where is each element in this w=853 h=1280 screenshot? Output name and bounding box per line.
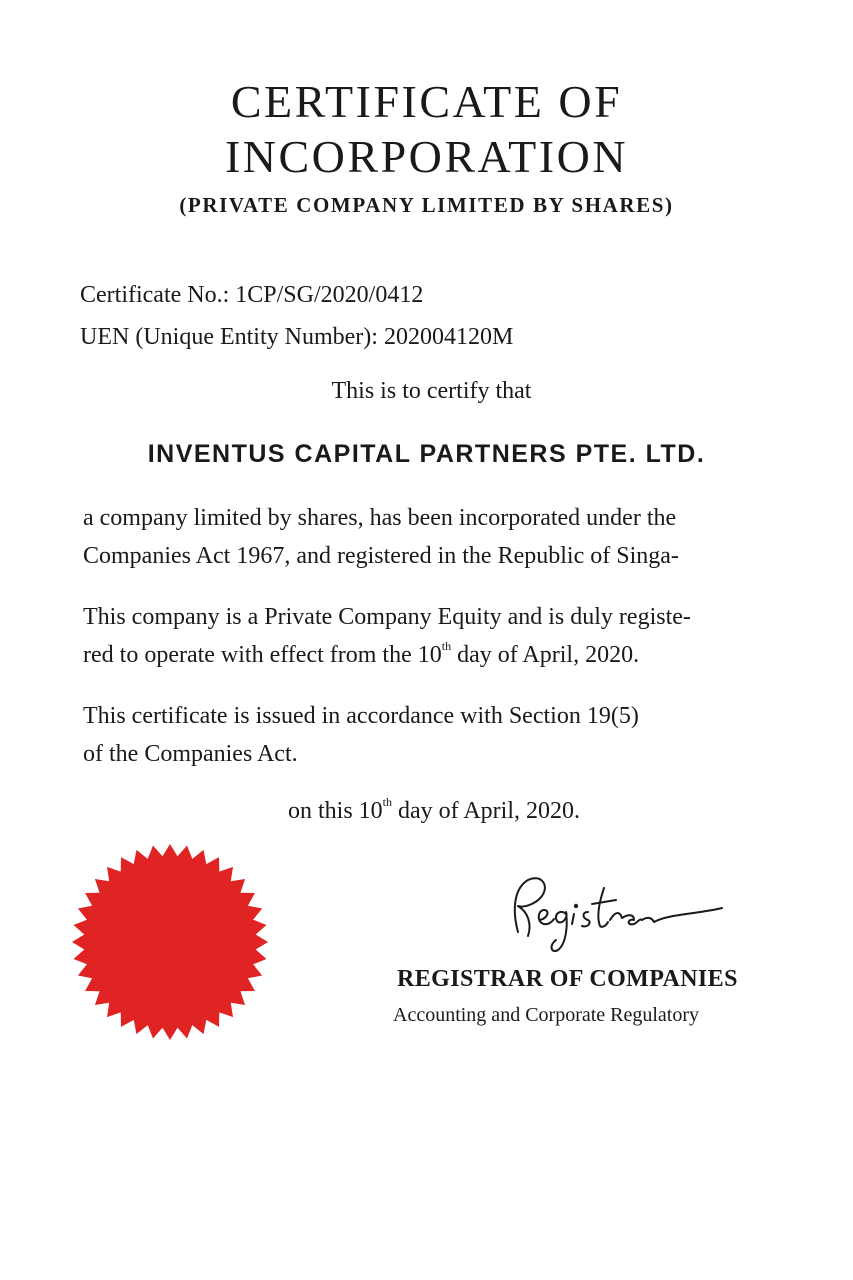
- issue-date-start: on this 10: [287, 798, 383, 824]
- ordinal-suffix: th: [382, 795, 393, 809]
- registrar-signature: [488, 870, 728, 960]
- company-name: INVENTUS CAPITAL PARTNERS PTE. LTD.: [147, 440, 706, 468]
- paragraph2-line2-start: red to operate with effect from the 10: [83, 642, 442, 668]
- paragraph3-line2: of the Companies Act.: [83, 741, 298, 767]
- registrar-title: REGISTRAR OF COMPANIES: [397, 966, 738, 992]
- certificate-title-line1: CERTIFICATE OF: [230, 76, 623, 127]
- ordinal-suffix: th: [441, 639, 452, 653]
- uen-number: UEN (Unique Entity Number): 202004120M: [80, 324, 514, 350]
- certificate-title-line2: INCORPORATION: [224, 131, 629, 182]
- certify-statement: This is to certify that: [331, 378, 532, 404]
- paragraph3-line1: This certificate is issued in accordance with Section 19(5): [83, 703, 639, 729]
- registrar-department: Accounting and Corporate Regulatory: [393, 1004, 700, 1026]
- certificate-number: Certificate No.: 1CP/SG/2020/0412: [80, 282, 424, 308]
- issue-date-line: [0, 795, 853, 825]
- paragraph2-line2: [83, 640, 639, 670]
- issue-date-end: day of April, 2020.: [392, 798, 580, 824]
- paragraph2-line2-end: day of April, 2020.: [451, 642, 640, 668]
- seal-icon: [70, 842, 270, 1042]
- paragraph2-line1: This company is a Private Company Equity and is duly registe-: [83, 604, 691, 630]
- certificate-subtitle: (PRIVATE COMPANY LIMITED BY SHARES): [179, 193, 674, 217]
- paragraph1-line1: a company limited by shares, has been incorporated under the: [83, 505, 677, 531]
- red-seal-starburst: [72, 844, 268, 1040]
- paragraph1-line2: Companies Act 1967, and registered in the Republic of Singa-: [83, 543, 679, 569]
